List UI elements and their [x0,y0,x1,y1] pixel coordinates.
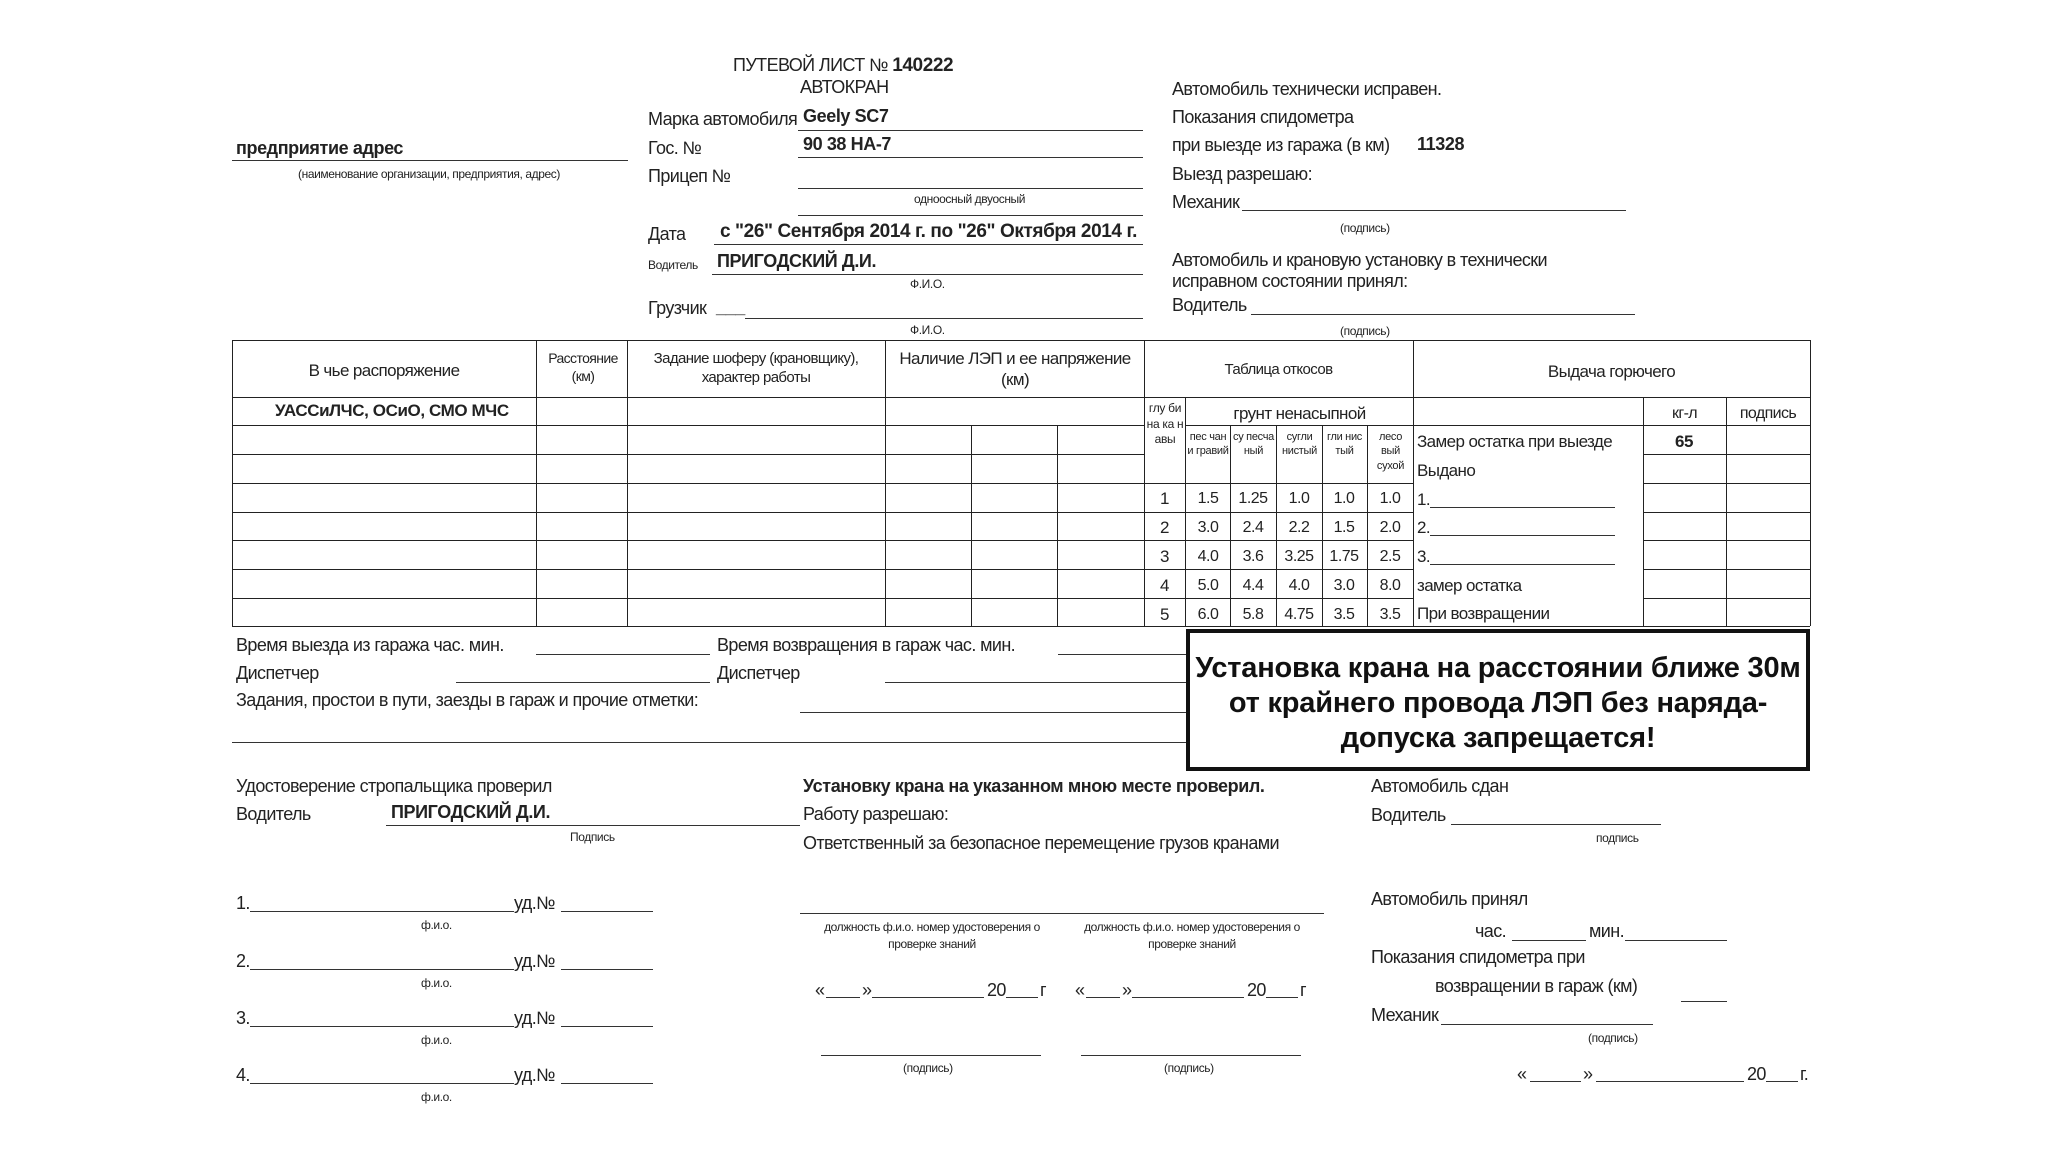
responsible-sign-line-1 [821,1055,1041,1056]
dispatcher-line-2 [885,682,1186,683]
date-year-prefix: 20 [1747,1064,1766,1084]
accept-driver-label: Водитель [1172,295,1247,315]
table-right-border [1810,340,1811,626]
slinger-row-ud-line [561,969,653,970]
slope-value: 2.2 [1288,519,1310,536]
driver-underline [712,274,1143,275]
slope-value: 1.25 [1238,490,1268,507]
slinger-row-num: 3. [236,1008,250,1028]
col-line-fuel-sign [1726,397,1727,626]
brand-underline [798,130,1143,131]
responsible-label: Ответственный за безопасное перемещение грузов кранами [803,833,1279,853]
responsible-sign-line-2 [1081,1055,1301,1056]
header-distance: Расстояние (км) [548,350,618,384]
slope-value: 3.5 [1333,606,1355,623]
slope-value: 1.0 [1333,490,1355,507]
col-line-powerline-sub-1 [971,425,972,626]
slope-value: 2.0 [1379,519,1401,536]
date-label: Дата [648,224,686,244]
slope-value: 3.25 [1284,548,1314,565]
date-quote-close: » [862,980,872,1000]
date-quote-open: « [1075,980,1085,1000]
loader-value: ___ [716,297,745,317]
soil-type-loam: сугли нистый [1281,431,1317,458]
soil-type-clay: гли нис тый [1326,431,1362,458]
date-year-suffix: г. [1800,1064,1809,1084]
row-line-2 [232,454,1144,455]
tasks-line-2 [232,742,1186,743]
slinger-row-ud: уд.№ [514,1008,555,1028]
col-line-fuel [1413,340,1414,626]
slope-value: 4.0 [1288,577,1310,594]
loader-underline [745,318,1143,319]
responsible-line [800,913,1324,914]
slinger-driver-value: ПРИГОДСКИЙ Д.И. [391,802,551,822]
odometer-exit-value: 11328 [1417,134,1465,154]
loader-fio-caption: Ф.И.О. [910,323,945,337]
date-month-line [1132,997,1244,998]
trailer-underline [798,188,1143,189]
received-minute-line [1625,940,1727,941]
fuel-unit-header: кг-л [1671,405,1698,422]
header-task: Задание шоферу (крановщику), характер работы [653,350,859,386]
slope-value: 3.0 [1333,577,1355,594]
fuel-row-line-1 [1413,425,1810,426]
table-left-border [232,340,233,626]
slope-depth: 1 [1160,489,1169,508]
received-hour-line [1512,940,1586,941]
waybill-number: 140222 [892,55,954,76]
row-line-5 [232,540,1144,541]
header-disposal: В чье распоряжение [308,361,460,380]
mechanic-signature-line [1242,210,1626,211]
accepted-text-2: исправном состоянии принял: [1172,271,1408,291]
return-mechanic-line [1441,1024,1653,1025]
table-bottom-border [232,626,1186,627]
received-hour-label: час. [1475,921,1506,941]
slope-depth: 3 [1160,547,1169,566]
fuel-row-1: 1. [1417,490,1430,509]
accept-driver-sign-caption: (подпись) [1340,324,1390,338]
slope-value: 1.0 [1288,490,1310,507]
loader-label: Грузчик [648,298,707,318]
fuel-start-value: 65 [1675,432,1694,451]
org-value: предприятие адрес [236,138,404,158]
slope-value: 3.6 [1242,548,1264,565]
date-year-suffix: г [1300,980,1306,1000]
col-line-powerline-sub-2 [1057,425,1058,626]
slope-value: 4.75 [1284,606,1314,623]
plate-underline [798,157,1143,158]
fuel-row-3: 3. [1417,547,1430,566]
crane-warning-box [1186,629,1810,771]
plate-label: Гос. № [648,138,702,158]
slinger-row-fio-caption: ф.и.о. [421,1033,452,1047]
date-month-line [1596,1081,1744,1082]
soil-header: грунт ненасыпной [1233,404,1366,423]
fuel-row-issued: Выдано [1417,461,1476,480]
depth-header: глу бина ка навы [1146,401,1184,447]
dispatcher-label-2: Диспетчер [717,663,800,683]
date-year-line [1266,997,1298,998]
slinger-row-fio-line [250,969,514,970]
brand-label: Марка автомобиля [648,109,798,129]
soil-type-loess: лесо вый сухой [1376,431,1405,472]
slopes-soil-line [1185,425,1413,426]
slope-value: 1.75 [1329,548,1359,565]
org-underline [232,160,628,161]
date-day-line [1086,997,1120,998]
responsible-caption-2: должность ф.и.о. номер удостоверения о проверке знаний [1084,920,1300,952]
date-day-line [1530,1081,1581,1082]
odometer-label-1: Показания спидометра [1172,107,1354,127]
fuel-row-2-line [1430,535,1615,536]
slinger-row-ud-line [561,1083,653,1084]
exit-allowed-text: Выезд разрешаю: [1172,164,1312,184]
odometer-return-label-1: Показания спидометра при [1371,947,1585,967]
trailer-caption: одноосный двуосный [914,192,1026,206]
mechanic-sign-caption: (подпись) [1340,221,1390,235]
slope-value: 6.0 [1197,606,1219,623]
accept-driver-signature-line [1251,314,1635,315]
return-mechanic-sign-caption: (подпись) [1588,1031,1638,1045]
col-line-fuel-unit [1643,397,1644,626]
exit-time-line [536,654,710,655]
slinger-driver-label: Водитель [236,804,311,824]
received-minute-label: мин. [1589,921,1624,941]
header-fuel: Выдача горючего [1547,362,1676,381]
slinger-sign-caption: Подпись [570,830,615,844]
plate-value: 90 38 НА-7 [803,134,892,154]
return-mechanic-label: Механик [1371,1005,1439,1025]
slinger-row-fio-caption: ф.и.о. [421,1090,452,1104]
odometer-return-label-2: возвращении в гараж (км) [1435,976,1638,996]
handed-driver-line [1451,824,1661,825]
slope-value: 1.0 [1379,490,1401,507]
date-value: с "26" Сентября 2014 г. по "26" Октября 2014 г. [720,221,1137,242]
slinger-check-label: Удостоверение стропальщика проверил [236,776,552,796]
slope-value: 2.4 [1242,519,1264,536]
date-quote-open: « [1517,1064,1527,1084]
table-bottom-border-right [1186,626,1810,627]
soil-type-sandy: су песча ный [1233,431,1274,458]
header-power-line: Наличие ЛЭП и ее напряжение (км) [899,349,1131,390]
trailer-underline-2 [798,215,1143,216]
slinger-row-ud: уд.№ [514,951,555,971]
fuel-row-2: 2. [1417,518,1430,537]
tech-ok-text: Автомобиль технически исправен. [1172,79,1442,99]
date-month-line [872,997,984,998]
header-slopes: Таблица откосов [1224,361,1333,378]
handed-driver-label: Водитель [1371,805,1446,825]
slope-value: 4.4 [1242,577,1264,594]
col-line-powerline [885,340,886,626]
slope-depth: 5 [1160,605,1169,624]
disposal-value: УАССиЛЧС, ОСиО, СМО МЧС [275,401,509,420]
slinger-row-num: 2. [236,951,250,971]
soil-type-sand-gravel: пес чан и гравий [1187,431,1229,458]
slinger-row-ud-line [561,1026,653,1027]
date-quote-open: « [815,980,825,1000]
date-year-suffix: г [1040,980,1046,1000]
slinger-row-ud: уд.№ [514,1065,555,1085]
tasks-line-1 [800,712,1186,713]
responsible-sign-caption-1: (подпись) [903,1061,953,1075]
slinger-row-fio-line [250,1026,514,1027]
fuel-row-start: Замер остатка при выезде [1417,432,1613,451]
brand-value: Geely SC7 [803,106,889,126]
org-caption: (наименование организации, предприятия, адрес) [298,167,561,181]
date-quote-close: » [1122,980,1132,1000]
return-time-line [1058,654,1186,655]
date-year-line [1006,997,1038,998]
row-line-4 [232,512,1144,513]
accepted-text-1: Автомобиль и крановую установку в технически [1172,250,1548,270]
slope-depth: 4 [1160,576,1169,595]
slope-value: 8.0 [1379,577,1401,594]
table-header-bottom [232,397,1810,398]
date-quote-close: » [1583,1064,1593,1084]
slinger-row-fio-caption: ф.и.о. [421,918,452,932]
row-line-6 [232,569,1144,570]
fuel-sign-header: подпись [1739,405,1797,422]
slinger-row-num: 1. [236,893,250,913]
trailer-label: Прицеп № [648,166,731,186]
slope-value: 5.8 [1242,606,1264,623]
row-line-7 [232,598,1144,599]
vehicle-received-label: Автомобиль принял [1371,889,1528,909]
handed-sign-caption: подпись [1596,831,1639,845]
return-time-label: Время возвращения в гараж час. мин. [717,635,1016,655]
fuel-row-3-line [1430,564,1615,565]
vehicle-handed-label: Автомобиль сдан [1371,776,1509,796]
waybill-subtitle: АВТОКРАН [800,77,889,97]
slope-value: 3.5 [1379,606,1401,623]
slope-value: 1.5 [1333,519,1355,536]
slope-value: 4.0 [1197,548,1219,565]
slinger-driver-line [386,825,800,826]
date-underline [714,244,1143,245]
date-year-line [1766,1081,1798,1082]
slope-value: 2.5 [1379,548,1401,565]
slinger-row-fio-caption: ф.и.о. [421,976,452,990]
dispatcher-label-1: Диспетчер [236,663,319,683]
exit-time-label: Время выезда из гаража час. мин. [236,635,504,655]
slope-value: 5.0 [1197,577,1219,594]
odometer-return-line [1681,1001,1727,1002]
title-prefix: ПУТЕВОЙ ЛИСТ № [733,55,888,75]
slinger-row-ud: уд.№ [514,893,555,913]
crane-placement-checked: Установку крана на указанном мною месте проверил. [803,776,1265,796]
waybill-title [733,56,953,75]
col-line-distance [536,340,537,626]
fuel-row-remaining: замер остатка [1417,576,1522,595]
responsible-caption-1: должность ф.и.о. номер удостоверения о проверке знаний [824,920,1040,952]
date-day-line [826,997,860,998]
work-allowed-label: Работу разрешаю: [803,804,949,824]
driver-label-small: Водитель [648,258,698,272]
driver-value: ПРИГОДСКИЙ Д.И. [717,251,877,271]
odometer-label-2: при выезде из гаража (в км) [1172,135,1390,155]
slinger-row-ud-line [561,911,653,912]
tasks-label: Задания, простои в пути, заезды в гараж и прочие отметки: [236,690,699,710]
responsible-sign-caption-2: (подпись) [1164,1061,1214,1075]
slope-depth: 2 [1160,518,1169,537]
slinger-row-fio-line [250,911,514,912]
row-line-1 [232,425,1144,426]
fuel-row-return: При возвращении [1417,604,1550,623]
dispatcher-line-1 [456,682,710,683]
slope-value: 3.0 [1197,519,1219,536]
date-year-prefix: 20 [987,980,1006,1000]
date-year-prefix: 20 [1247,980,1266,1000]
driver-fio-caption: Ф.И.О. [910,277,945,291]
row-line-3 [232,483,1144,484]
slinger-row-fio-line [250,1083,514,1084]
slinger-row-num: 4. [236,1065,250,1085]
mechanic-label: Механик [1172,192,1240,212]
table-top-border [232,340,1810,341]
crane-warning-text: Установка крана на расстоянии ближе 30м от крайнего провода ЛЭП без наряда-допуска запрещается! [1195,652,1801,754]
fuel-row-1-line [1430,507,1615,508]
slope-value: 1.5 [1197,490,1219,507]
